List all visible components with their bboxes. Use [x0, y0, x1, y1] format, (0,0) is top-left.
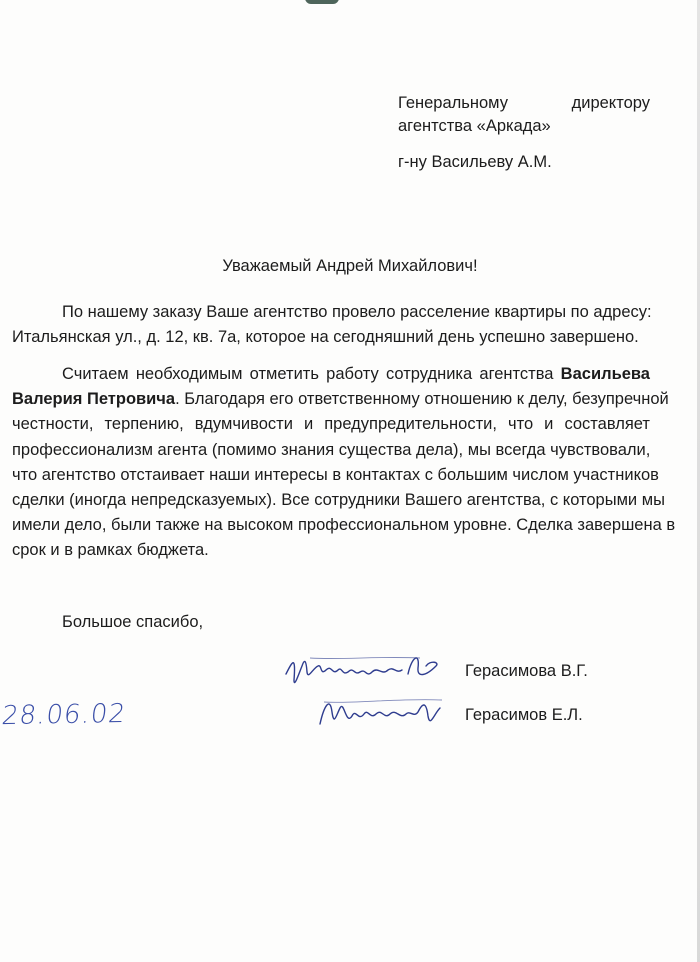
handwritten-date: 28.06.02	[0, 698, 128, 732]
paragraph-2-line-3-text: честности, терпению, вдумчивости и предупредительности, что и составляет	[12, 415, 650, 434]
signer-2-name: Герасимов Е.Л.	[465, 706, 583, 724]
paragraph-1-line-1	[62, 300, 650, 325]
paragraph-2-line-7: имели дело, были также на высоком профессиональном уровне. Сделка завершена в	[12, 516, 676, 535]
paragraph-1-line-1-text: По нашему заказу Ваше агентство провело расселение квартиры по адресу:	[62, 303, 652, 321]
addressee-line-1	[398, 92, 650, 115]
paragraph-2-line-6: сделки (иногда непредсказуемых). Все сотрудники Вашего агентства, с которыми мы	[12, 491, 665, 510]
paragraph-2-line-2-text: . Благодаря его ответственному отношению к делу, безупречной	[175, 390, 669, 409]
paragraph-1-line-2: Итальянская ул., д. 12, кв. 7а, которое на сегодняшний день успешно завершено.	[12, 328, 639, 347]
salutation: Уважаемый Андрей Михайлович!	[222, 257, 478, 275]
paragraph-2-line-2	[12, 387, 669, 412]
scan-clip-mark	[305, 0, 339, 4]
addressee-position: Генеральному	[398, 94, 508, 112]
paragraph-2-line-5: что агентство отстаивает наши интересы в контактах с большим числом участников	[12, 465, 659, 484]
addressee-position-title: директору	[571, 94, 650, 112]
paragraph-2-line-3	[12, 412, 650, 437]
addressee-block	[398, 92, 650, 174]
addressee-agency: агентства «Аркада»	[398, 117, 551, 135]
paragraph-2	[12, 362, 676, 564]
employee-given-names: Валерия Петровича	[12, 390, 176, 409]
paragraph-2-line-8: срок и в рамках бюджета.	[12, 541, 209, 560]
paragraph-1	[12, 300, 652, 350]
closing-phrase: Большое спасибо,	[62, 613, 204, 631]
signature-2	[310, 686, 460, 736]
signer-1-name: Герасимова В.Г.	[465, 662, 588, 680]
paragraph-2-line-1-text: Считаем необходимым отметить работу сотрудника агентства	[62, 365, 554, 383]
employee-surname: Васильева	[560, 365, 650, 383]
addressee-name: г-ну Васильеву А.М.	[398, 153, 552, 171]
signature-1	[280, 646, 455, 691]
paragraph-2-line-4: профессионализм агента (помимо знания существа дела), мы всегда чувствовали,	[12, 440, 651, 459]
paragraph-2-line-1	[62, 362, 650, 387]
